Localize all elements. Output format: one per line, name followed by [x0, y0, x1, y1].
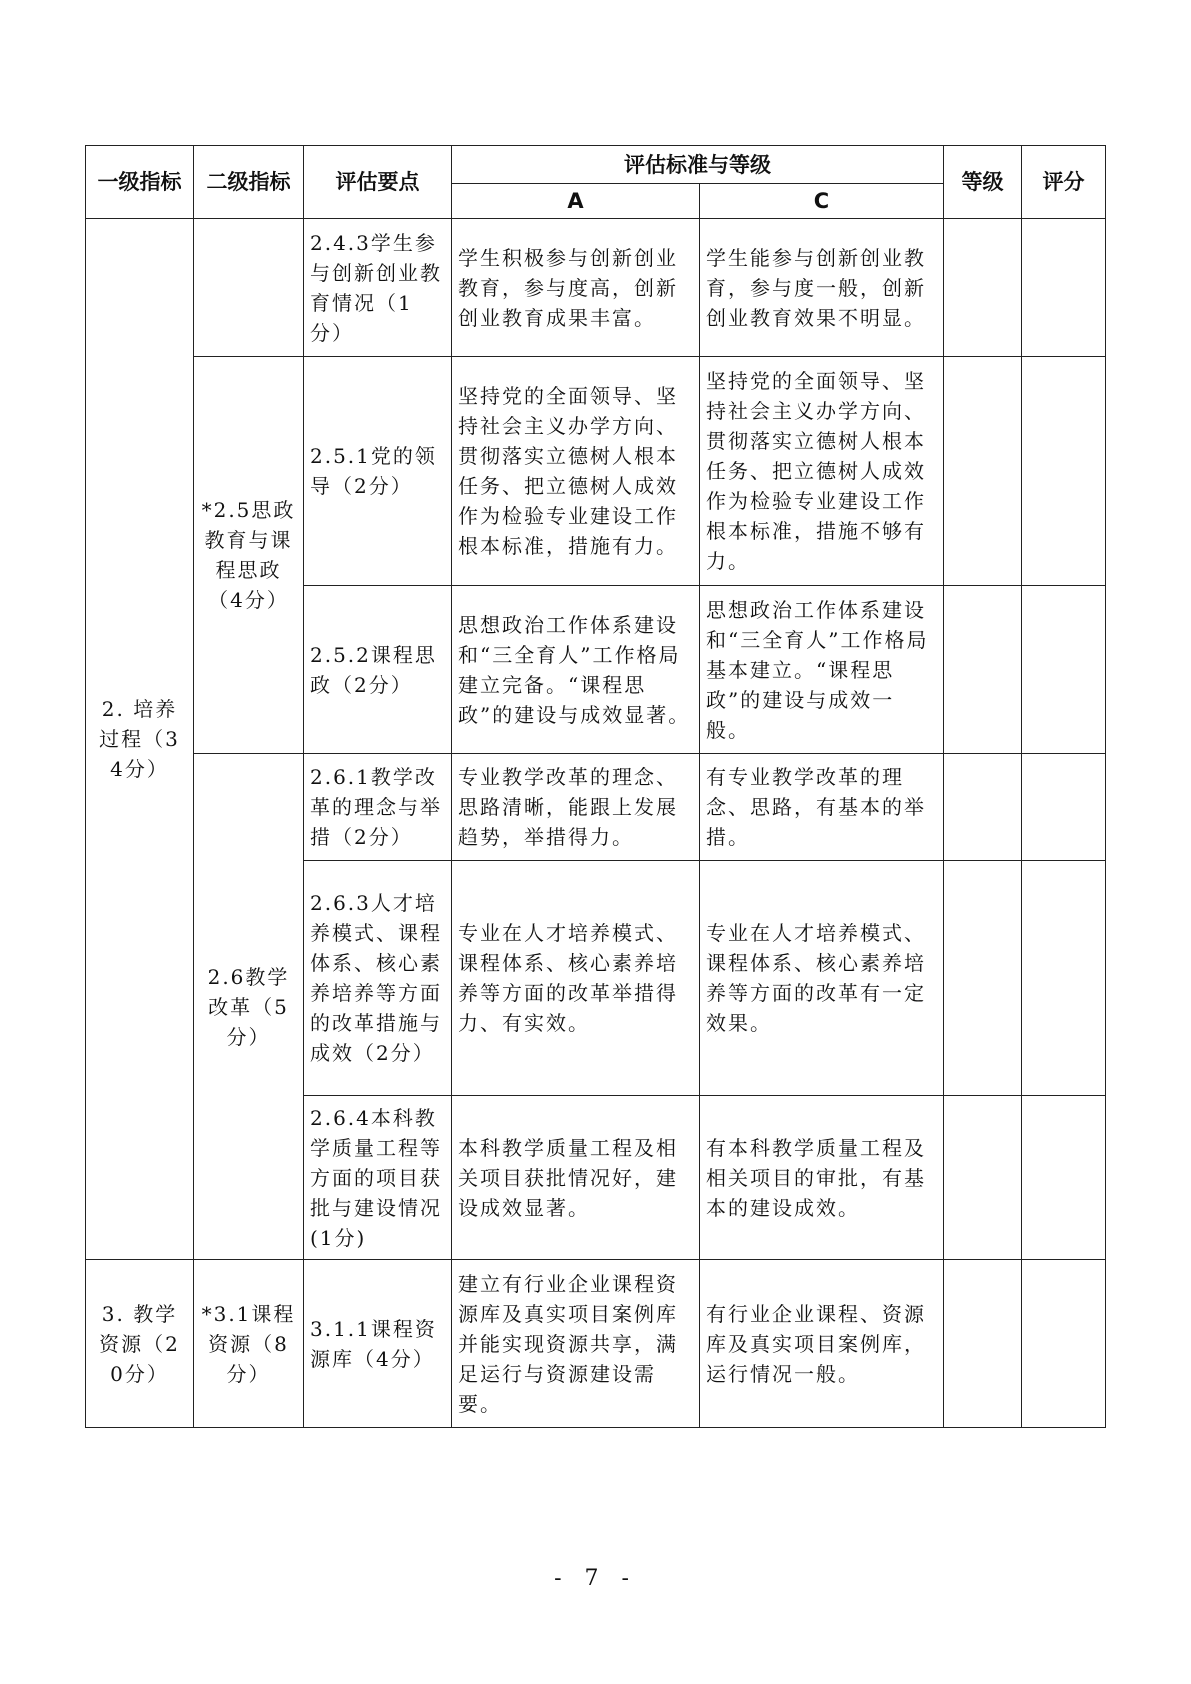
header-standard: 评估标准与等级 — [452, 146, 944, 184]
point-cell: 2.5.2课程思政（2分） — [304, 586, 452, 754]
header-level2: 二级指标 — [194, 146, 304, 219]
grade-input-cell[interactable] — [944, 754, 1022, 861]
grade-input-cell[interactable] — [944, 357, 1022, 586]
standard-c-cell: 有专业教学改革的理念、思路，有基本的举措。 — [700, 754, 944, 861]
standard-c-cell: 坚持党的全面领导、坚持社会主义办学方向、贯彻落实立德树人根本任务、把立德树人成效作为检验专业建设工作根本标准，措施不够有力。 — [700, 357, 944, 586]
grade-input-cell[interactable] — [944, 219, 1022, 357]
subgroup-cell-teaching-reform: 2.6教学改革（5分） — [194, 754, 304, 1260]
header-score: 评分 — [1022, 146, 1106, 219]
table-row — [86, 754, 1106, 861]
page-number: - 7 - — [554, 1566, 637, 1591]
score-input-cell[interactable] — [1022, 754, 1106, 861]
score-input-cell[interactable] — [1022, 1260, 1106, 1428]
point-cell: 2.4.3学生参与创新创业教育情况（1分） — [304, 219, 452, 357]
standard-c-cell: 思想政治工作体系建设和“三全育人”工作格局基本建立。“课程思政”的建设与成效一般。 — [700, 586, 944, 754]
header-grade-c: C — [700, 184, 944, 219]
point-cell: 2.6.1教学改革的理念与举措（2分） — [304, 754, 452, 861]
header-points: 评估要点 — [304, 146, 452, 219]
point-cell: 2.6.4本科教学质量工程等方面的项目获批与建设情况(1分) — [304, 1096, 452, 1260]
evaluation-table — [85, 145, 1106, 1260]
standard-c-cell: 有行业企业课程、资源库及真实项目案例库，运行情况一般。 — [700, 1260, 944, 1428]
standard-a-cell: 思想政治工作体系建设和“三全育人”工作格局建立完备。“课程思政”的建设与成效显著。 — [452, 586, 700, 754]
standard-c-cell: 学生能参与创新创业教育，参与度一般，创新创业教育效果不明显。 — [700, 219, 944, 357]
header-row-1 — [86, 146, 1106, 184]
standard-a-cell: 本科教学质量工程及相关项目获批情况好，建设成效显著。 — [452, 1096, 700, 1260]
grade-input-cell[interactable] — [944, 586, 1022, 754]
grade-input-cell[interactable] — [944, 1260, 1022, 1428]
header-grade: 等级 — [944, 146, 1022, 219]
standard-a-cell: 学生积极参与创新创业教育，参与度高，创新创业教育成果丰富。 — [452, 219, 700, 357]
table-row — [86, 1260, 1106, 1428]
score-input-cell[interactable] — [1022, 861, 1106, 1096]
grade-input-cell[interactable] — [944, 861, 1022, 1096]
point-cell: 3.1.1课程资源库（4分） — [304, 1260, 452, 1428]
table-row — [86, 357, 1106, 586]
standard-a-cell: 建立有行业企业课程资源库及真实项目案例库并能实现资源共享，满足运行与资源建设需要。 — [452, 1260, 700, 1428]
score-input-cell[interactable] — [1022, 586, 1106, 754]
group-cell-training-process: 2. 培养过程（34分） — [86, 219, 194, 1260]
table-row — [86, 219, 1106, 357]
subgroup-cell-ideological: *2.5思政教育与课程思政（4分） — [194, 357, 304, 754]
standard-a-cell: 专业教学改革的理念、思路清晰，能跟上发展趋势，举措得力。 — [452, 754, 700, 861]
score-input-cell[interactable] — [1022, 219, 1106, 357]
subgroup-cell-empty — [194, 219, 304, 357]
subgroup-cell-course-resources: *3.1课程资源（8分） — [194, 1260, 304, 1428]
evaluation-table-continued — [85, 1259, 1106, 1428]
point-cell: 2.5.1党的领导（2分） — [304, 357, 452, 586]
standard-a-cell: 专业在人才培养模式、课程体系、核心素养培养等方面的改革举措得力、有实效。 — [452, 861, 700, 1096]
score-input-cell[interactable] — [1022, 1096, 1106, 1260]
standard-c-cell: 有本科教学质量工程及相关项目的审批，有基本的建设成效。 — [700, 1096, 944, 1260]
point-cell: 2.6.3人才培养模式、课程体系、核心素养培养等方面的改革措施与成效（2分） — [304, 861, 452, 1096]
standard-c-cell: 专业在人才培养模式、课程体系、核心素养培养等方面的改革有一定效果。 — [700, 861, 944, 1096]
header-level1: 一级指标 — [86, 146, 194, 219]
standard-a-cell: 坚持党的全面领导、坚持社会主义办学方向、贯彻落实立德树人根本任务、把立德树人成效作为检验专业建设工作根本标准，措施有力。 — [452, 357, 700, 586]
score-input-cell[interactable] — [1022, 357, 1106, 586]
header-grade-a: A — [452, 184, 700, 219]
group-cell-teaching-resources: 3. 教学资源（20分） — [86, 1260, 194, 1428]
grade-input-cell[interactable] — [944, 1096, 1022, 1260]
